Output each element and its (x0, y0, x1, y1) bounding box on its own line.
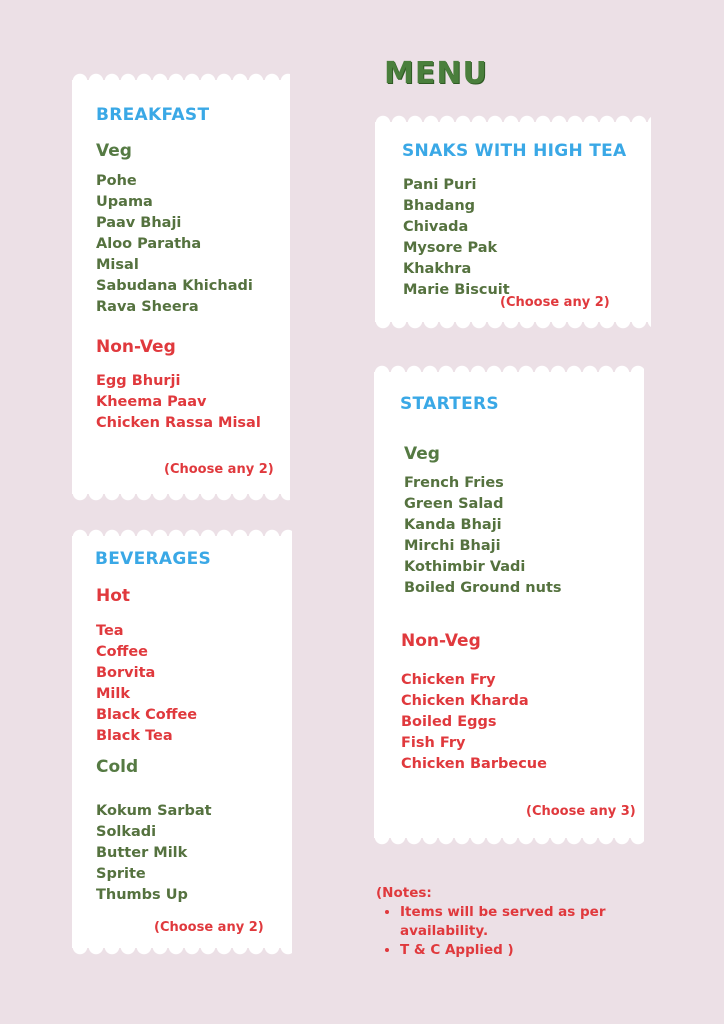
notes-heading: (Notes: (376, 885, 432, 901)
breakfast-veg-label: Veg (96, 141, 132, 161)
beverages-cold-item: Sprite (96, 866, 146, 882)
notes-item: • T & C Applied ) (400, 941, 636, 960)
starters-veg-item: Boiled Ground nuts (404, 580, 562, 596)
notes-list (376, 903, 636, 960)
notes-item: • Items will be served as per availability. (400, 903, 636, 941)
beverages-cold-label: Cold (96, 757, 139, 777)
breakfast-card (72, 80, 290, 494)
beverages-cold-item: Thumbs Up (96, 887, 188, 903)
snacks-item: Khakhra (403, 261, 472, 277)
breakfast-veg-item: Sabudana Khichadi (96, 278, 253, 294)
breakfast-veg-item: Aloo Paratha (96, 236, 202, 252)
breakfast-veg-item: Pohe (96, 173, 137, 189)
snacks-item: Marie Biscuit (403, 282, 510, 298)
starters-title: STARTERS (400, 394, 499, 414)
breakfast-nonveg-item: Kheema Paav (96, 394, 207, 410)
breakfast-veg-list (96, 171, 253, 318)
beverages-hot-item: Milk (96, 686, 131, 702)
breakfast-choose-note: (Choose any 2) (164, 462, 274, 477)
starters-nonveg-label: Non-Veg (401, 631, 481, 651)
beverages-hot-label: Hot (96, 586, 131, 606)
starters-veg-item: Kanda Bhaji (404, 517, 502, 533)
starters-nonveg-item: Chicken Barbecue (401, 756, 547, 772)
beverages-hot-item: Black Tea (96, 728, 173, 744)
starters-nonveg-item: Fish Fry (401, 735, 466, 751)
snacks-item: Chivada (403, 219, 469, 235)
beverages-hot-item: Coffee (96, 644, 149, 660)
starters-veg-label: Veg (404, 444, 440, 464)
starters-nonveg-item: Chicken Kharda (401, 693, 529, 709)
beverages-hot-item: Borvita (96, 665, 156, 681)
starters-nonveg-list (401, 670, 547, 775)
breakfast-veg-item: Paav Bhaji (96, 215, 182, 231)
breakfast-veg-item: Misal (96, 257, 139, 273)
snacks-item: Pani Puri (403, 177, 477, 193)
beverages-card (72, 536, 292, 948)
beverages-hot-item: Black Coffee (96, 707, 198, 723)
beverages-cold-item: Butter Milk (96, 845, 188, 861)
breakfast-nonveg-list (96, 371, 261, 434)
notes (376, 884, 636, 960)
starters-veg-item: Mirchi Bhaji (404, 538, 501, 554)
breakfast-title: BREAKFAST (96, 105, 210, 125)
starters-nonveg-item: Chicken Fry (401, 672, 496, 688)
starters-veg-item: Green Salad (404, 496, 504, 512)
breakfast-nonveg-item: Egg Bhurji (96, 373, 181, 389)
starters-veg-list (404, 473, 562, 599)
snacks-card (375, 122, 651, 322)
snacks-choose-note: (Choose any 2) (500, 295, 610, 310)
beverages-title: BEVERAGES (95, 549, 212, 569)
beverages-choose-note: (Choose any 2) (154, 920, 264, 935)
snacks-title: SNAKS WITH HIGH TEA (402, 141, 627, 161)
snacks-item: Bhadang (403, 198, 476, 214)
starters-veg-item: French Fries (404, 475, 504, 491)
beverages-hot-item: Tea (96, 623, 124, 639)
beverages-cold-item: Kokum Sarbat (96, 803, 212, 819)
starters-nonveg-item: Boiled Eggs (401, 714, 497, 730)
starters-veg-item: Kothimbir Vadi (404, 559, 526, 575)
beverages-cold-item: Solkadi (96, 824, 157, 840)
snacks-list (403, 175, 510, 301)
breakfast-veg-item: Rava Sheera (96, 299, 199, 315)
beverages-hot-list (96, 621, 197, 747)
beverages-cold-list (96, 801, 212, 906)
breakfast-nonveg-item: Chicken Rassa Misal (96, 415, 261, 431)
breakfast-veg-item: Upama (96, 194, 153, 210)
page-title: MENU (384, 56, 488, 91)
snacks-item: Mysore Pak (403, 240, 498, 256)
starters-choose-note: (Choose any 3) (526, 804, 636, 819)
starters-card (374, 372, 644, 838)
breakfast-nonveg-label: Non-Veg (96, 337, 176, 357)
